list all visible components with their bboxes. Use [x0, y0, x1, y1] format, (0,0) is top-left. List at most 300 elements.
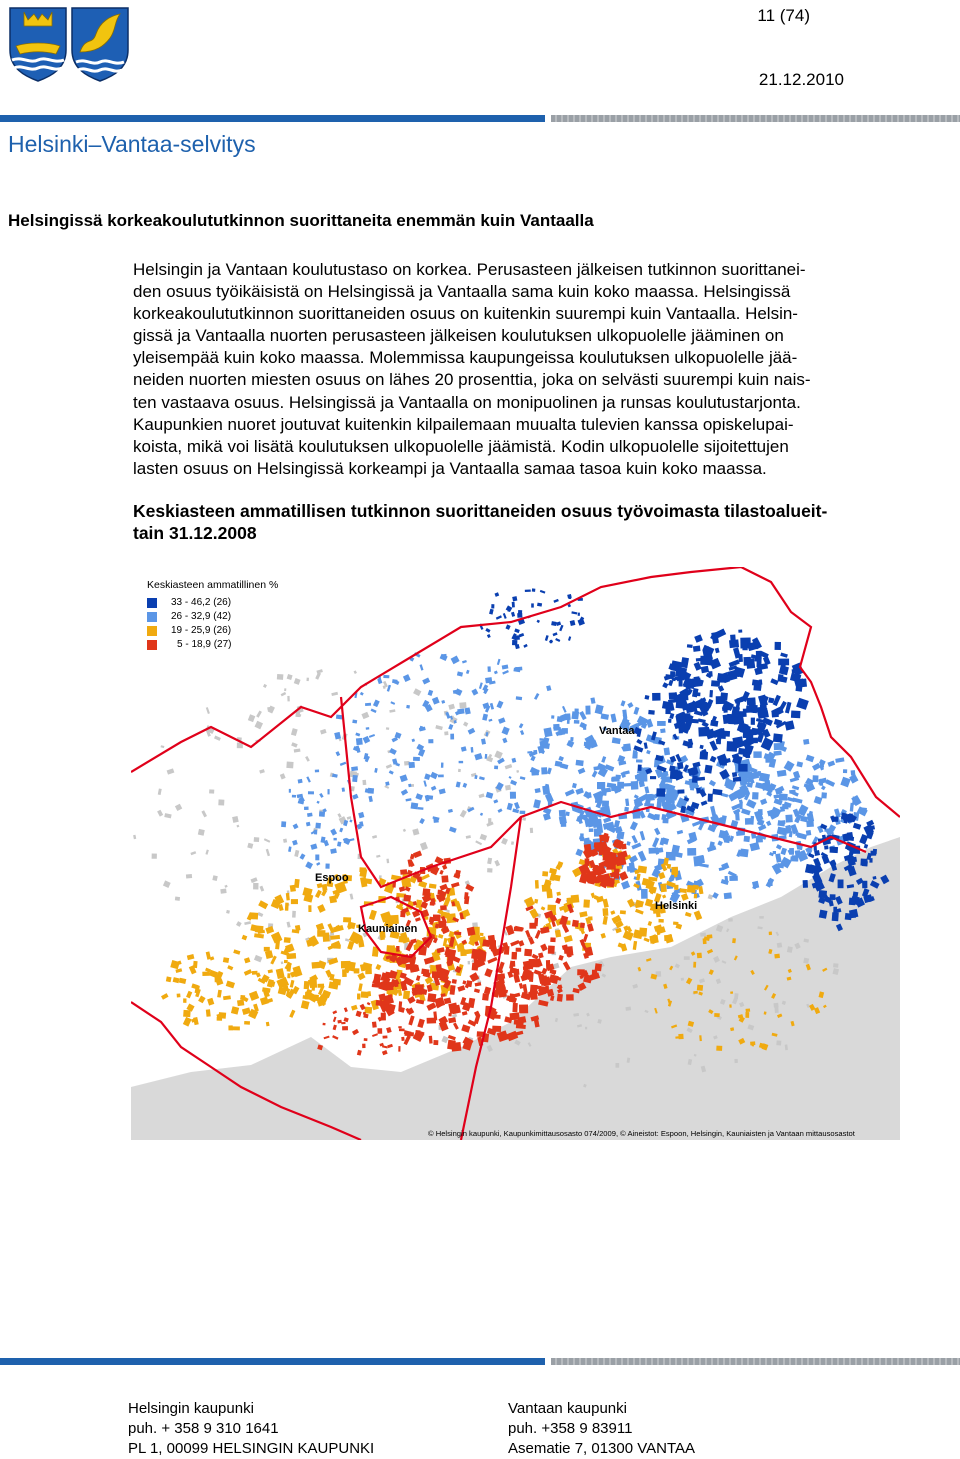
map-area-patch: [693, 962, 696, 968]
map-area-patch: [177, 993, 181, 997]
map-area-patch: [481, 738, 486, 744]
map-area-patch: [777, 770, 787, 777]
map-area-patch: [814, 850, 820, 856]
map-area-patch: [429, 884, 437, 889]
map-area-patch: [484, 968, 492, 977]
map-area-patch: [480, 813, 483, 816]
map-area-patch: [519, 633, 525, 637]
map-legend: [139, 573, 299, 659]
map-area-patch: [251, 877, 258, 883]
map-area-patch: [721, 793, 728, 798]
map-area-patch: [612, 737, 621, 744]
map-area-patch: [497, 659, 501, 665]
map-area-patch: [248, 714, 256, 722]
map-area-patch: [791, 711, 801, 719]
map-area-patch: [362, 1044, 365, 1049]
map-area-patch: [704, 765, 712, 774]
map-area-patch: [671, 867, 678, 875]
map-area-patch: [525, 930, 531, 938]
map-area-patch: [400, 869, 407, 875]
map-area-patch: [258, 900, 268, 909]
map-area-patch: [677, 789, 684, 793]
map-area-patch: [586, 792, 592, 798]
map-area-patch: [539, 738, 544, 741]
map-area-patch: [687, 742, 693, 748]
map-area-patch: [294, 749, 301, 753]
map-area-patch: [502, 738, 507, 744]
map-area-patch: [426, 1002, 436, 1011]
map-area-patch: [616, 1063, 620, 1068]
map-area-patch: [493, 799, 498, 803]
map-area-patch: [547, 768, 552, 775]
map-area-patch: [860, 859, 867, 866]
map-area-patch: [532, 588, 536, 591]
map-area-patch: [357, 994, 360, 1000]
map-area-patch: [505, 785, 511, 791]
map-area-patch: [776, 1040, 781, 1045]
map-area-patch: [597, 782, 605, 789]
map-area-patch: [310, 843, 317, 849]
map-area-patch: [693, 991, 698, 994]
map-area-patch: [520, 811, 526, 814]
map-area-patch: [646, 809, 650, 812]
map-area-patch: [620, 910, 626, 914]
map-area-patch: [468, 998, 475, 1008]
map-area-patch: [833, 907, 837, 914]
map-area-patch: [362, 780, 366, 785]
map-area-patch: [284, 937, 291, 943]
map-area-patch: [852, 892, 858, 899]
map-area-patch: [509, 993, 516, 1002]
map-area-patch: [337, 1020, 341, 1024]
map-area-patch: [316, 923, 325, 931]
map-area-patch: [411, 802, 419, 809]
map-area-patch: [496, 701, 503, 709]
map-area-patch: [415, 917, 421, 922]
map-area-patch: [361, 991, 369, 998]
map-area-patch: [849, 774, 858, 784]
map-area-patch: [834, 817, 838, 822]
map-area-patch: [603, 908, 609, 916]
map-area-patch: [590, 697, 595, 704]
map-area-patch: [158, 789, 162, 796]
map-area-patch: [244, 969, 252, 976]
map-area-patch: [424, 773, 430, 780]
map-area-patch: [681, 978, 684, 981]
map-area-patch: [625, 1006, 631, 1010]
map-area-patch: [510, 792, 516, 799]
map-area-patch: [466, 980, 472, 987]
map-area-patch: [198, 829, 205, 836]
map-area-patch: [187, 954, 195, 960]
map-area-patch: [233, 949, 240, 954]
map-area-patch: [715, 648, 720, 654]
map-area-patch: [486, 792, 494, 799]
map-area-patch: [528, 937, 535, 945]
map-area-patch: [420, 842, 428, 851]
map-area-patch: [315, 823, 321, 829]
map-area-patch: [555, 898, 561, 904]
map-area-patch: [277, 674, 284, 680]
map-area-patch: [445, 949, 456, 959]
map-area-patch: [730, 991, 733, 994]
map-area-patch: [511, 841, 514, 845]
map-area-patch: [773, 733, 783, 742]
map-area-patch: [664, 747, 670, 755]
map-area-patch: [714, 1013, 720, 1017]
footer-helsinki-phone: puh. + 358 9 310 1641: [128, 1420, 279, 1437]
map-area-patch: [535, 788, 541, 793]
map-area-patch: [776, 844, 782, 850]
map-area-patch: [351, 766, 358, 771]
map-area-patch: [566, 994, 574, 1000]
map-area-patch: [265, 950, 273, 959]
map-area-patch: [603, 852, 609, 861]
map-area-patch: [244, 921, 251, 925]
map-area-patch: [520, 776, 526, 780]
map-area-patch: [487, 868, 492, 872]
map-area-patch: [389, 709, 395, 713]
map-area-patch: [789, 848, 794, 855]
map-area-patch: [806, 820, 814, 827]
map-area-patch: [624, 807, 629, 812]
map-area-patch: [775, 853, 781, 862]
map-area-patch: [636, 739, 642, 745]
legend-label: 5 - 18,9 (27): [177, 639, 232, 650]
map-area-patch: [259, 769, 265, 774]
map-area-patch: [534, 693, 539, 700]
map-area-patch: [545, 635, 549, 641]
map-area-patch: [471, 747, 474, 753]
map-area-patch: [568, 636, 571, 641]
map-area-patch: [514, 1020, 524, 1026]
map-area-patch: [656, 913, 661, 918]
map-area-patch: [761, 737, 774, 751]
map-area-patch: [218, 799, 224, 805]
map-area-patch: [793, 771, 800, 779]
map-area-patch: [352, 720, 357, 724]
map-area-patch: [694, 676, 700, 681]
map-area-patch: [741, 808, 751, 815]
map-area-patch: [637, 774, 643, 782]
map-area-patch: [648, 921, 652, 926]
map-area-patch: [286, 762, 293, 769]
map-area-patch: [301, 1000, 310, 1009]
map-area-patch: [498, 717, 505, 724]
map-area-patch: [342, 969, 347, 977]
map-area-patch: [555, 930, 561, 938]
footer-vantaa-phone: puh. +358 9 83911: [508, 1420, 633, 1437]
map-area-patch: [575, 709, 579, 713]
map-area-patch: [601, 756, 606, 763]
map-area-patch: [453, 1022, 459, 1029]
map-area-patch: [576, 760, 584, 766]
map-area-patch: [627, 702, 633, 708]
map-area-patch: [289, 1010, 295, 1018]
map-area-patch: [290, 885, 296, 892]
map-area-patch: [405, 964, 411, 970]
map-area-patch: [585, 1027, 587, 1030]
map-area-patch: [495, 592, 500, 597]
map-area-patch: [587, 923, 594, 932]
map-area-patch: [444, 731, 448, 735]
map-area-patch: [415, 793, 423, 800]
map-area-patch: [732, 938, 736, 943]
map-area-patch: [369, 910, 377, 921]
map-area-patch: [733, 647, 741, 658]
map-area-patch: [517, 613, 522, 618]
map-area-patch: [441, 700, 445, 704]
map-area-patch: [498, 808, 503, 812]
map-area-patch: [664, 935, 672, 941]
map-area-patch: [560, 763, 569, 769]
map-area-patch: [463, 722, 468, 727]
map-area-patch: [524, 949, 532, 957]
map-area-patch: [438, 920, 446, 928]
map-area-patch: [441, 763, 444, 768]
map-area-patch: [558, 756, 564, 761]
map-area-patch: [550, 937, 555, 942]
map-area-patch: [672, 677, 676, 681]
map-area-patch: [674, 852, 682, 858]
map-area-patch: [760, 708, 767, 716]
map-area-patch: [374, 768, 377, 773]
map-area-patch: [532, 954, 539, 960]
map-area-patch: [372, 1033, 378, 1037]
map-area-patch: [266, 849, 270, 856]
map-area-patch: [314, 830, 317, 835]
map-area-patch: [768, 698, 774, 704]
map-area-patch: [413, 851, 422, 859]
map-area-patch: [510, 940, 520, 946]
map-area-patch: [337, 842, 341, 847]
map-area-patch: [316, 862, 320, 866]
map-area-patch: [574, 720, 580, 724]
map-area-patch: [775, 1007, 779, 1013]
map-area-patch: [746, 658, 755, 669]
map-area-patch: [459, 702, 466, 708]
map-area-patch: [566, 812, 570, 817]
map-area-patch: [759, 916, 764, 919]
map-area-patch: [494, 751, 503, 759]
map-area-patch: [343, 1017, 348, 1022]
map-area-patch: [479, 776, 485, 780]
map-area-patch: [249, 991, 259, 1001]
map-area-patch: [514, 802, 520, 809]
map-area-patch: [328, 789, 330, 794]
body-paragraph: [133, 259, 903, 480]
map-area-patch: [565, 713, 571, 720]
map-area-patch: [423, 780, 427, 786]
map-area-patch: [544, 727, 553, 737]
map-area-patch: [514, 927, 523, 932]
map-area-patch: [466, 670, 470, 674]
map-area-patch: [540, 944, 548, 952]
map-area-patch: [708, 794, 713, 802]
map-area-patch: [708, 894, 714, 900]
vantaa-coat-of-arms: [70, 6, 130, 82]
map-area-patch: [345, 938, 350, 941]
map-area-patch: [610, 910, 615, 915]
map-area-patch: [363, 736, 371, 744]
paragraph-line: koista, mikä voi lisätä koulutuksen ulkopuolelle jäämistä. Kodin ulkopuolelle sijoitettujen: [133, 436, 789, 456]
map-area-patch: [308, 905, 311, 912]
map-area-patch: [435, 725, 443, 730]
map-area-patch: [290, 970, 299, 977]
map-area-patch: [244, 1021, 250, 1025]
map-area-patch: [315, 672, 321, 680]
map-area-patch: [292, 840, 298, 846]
map-area-patch: [803, 739, 809, 745]
map-area-patch: [198, 996, 206, 1004]
map-area-patch: [572, 783, 577, 788]
map-area-patch: [352, 775, 357, 782]
map-area-patch: [339, 828, 343, 833]
map-area-patch: [372, 1021, 377, 1027]
map-area-patch: [398, 1026, 401, 1028]
map-area-patch: [334, 838, 337, 841]
map-area-patch: [358, 812, 364, 818]
map-area-patch: [281, 692, 287, 696]
map-area-patch: [511, 612, 515, 617]
map-area-patch: [734, 993, 738, 999]
map-area-patch: [724, 892, 732, 899]
map-area-patch: [226, 981, 235, 989]
map-area-patch: [757, 723, 765, 733]
map-area-patch: [633, 941, 637, 950]
map-area-patch: [745, 818, 753, 825]
map-area-patch: [557, 994, 563, 1002]
map-area-patch: [650, 776, 656, 779]
map-area-patch: [471, 689, 478, 696]
map-area-patch: [442, 864, 447, 869]
map-area-patch: [340, 762, 347, 766]
map-area-patch: [366, 727, 370, 730]
map-area-patch: [284, 688, 286, 691]
map-area-patch: [359, 867, 366, 872]
map-area-patch: [406, 705, 410, 709]
map-area-patch: [452, 979, 457, 984]
map-area-patch: [428, 739, 433, 743]
map-area-patch: [709, 690, 713, 697]
map-area-patch: [646, 719, 653, 728]
map-area-patch: [553, 599, 558, 603]
map-area-patch: [441, 1036, 448, 1043]
map-area-patch: [562, 706, 567, 713]
map-area-patch: [401, 789, 408, 796]
paragraph-line: korkeakoulututkinnon suorittaneiden osuus on kuitenkin suurempi kuin Vantaalla. Helsin-: [133, 304, 798, 324]
map-area-patch: [529, 908, 539, 918]
map-area-patch: [236, 921, 242, 927]
map-area-patch: [448, 704, 455, 710]
map-area-patch: [462, 980, 466, 984]
map-area-patch: [183, 1017, 192, 1027]
map-area-patch: [486, 756, 493, 762]
map-area-patch: [693, 856, 702, 867]
map-heading-line: Keskiasteen ammatillisen tutkinnon suorittaneiden osuus työvoimasta tilastoalueit-: [133, 501, 828, 521]
map-area-patch: [160, 745, 164, 748]
map-area-patch: [451, 1042, 461, 1052]
map-area-patch: [395, 763, 400, 767]
map-area-patch: [183, 1010, 191, 1017]
map-area-patch: [796, 698, 809, 710]
map-area-patch: [775, 642, 781, 650]
map-area-patch: [652, 837, 659, 847]
map-area-patch: [728, 918, 733, 922]
map-area-patch: [657, 721, 666, 726]
map-area-patch: [399, 1029, 405, 1032]
map-area-patch: [306, 776, 311, 782]
footer-vantaa-address: Asematie 7, 01300 VANTAA: [508, 1440, 696, 1457]
map-area-patch: [485, 754, 488, 759]
map-area-patch: [342, 1026, 348, 1030]
map-area-patch: [558, 955, 564, 961]
map-area-patch: [614, 869, 620, 879]
map-area-patch: [352, 1029, 359, 1035]
map-area-patch: [669, 765, 675, 772]
map-area-patch: [287, 674, 293, 680]
map-area-patch: [595, 704, 604, 714]
map-area-patch: [244, 957, 250, 963]
map-area-patch: [152, 854, 157, 859]
map-area-patch: [583, 899, 590, 907]
map-area-patch: [620, 700, 625, 706]
map-area-patch: [672, 771, 682, 779]
map-area-patch: [202, 971, 210, 976]
map-area-patch: [774, 954, 780, 959]
map-area-patch: [578, 613, 580, 616]
map-area-patch: [390, 701, 395, 705]
document-date: 21.12.2010: [758, 70, 844, 89]
map-area-patch: [317, 801, 320, 804]
map-area-patch: [315, 769, 319, 772]
map-area-patch: [638, 765, 642, 771]
map-area-patch: [377, 678, 382, 684]
map-area-patch: [497, 973, 505, 979]
map-area-patch: [494, 671, 498, 675]
map-area-patch: [294, 678, 301, 685]
map-area-patch: [364, 1038, 368, 1041]
map-area-patch: [462, 1011, 468, 1016]
map-area-patch: [207, 998, 214, 1006]
map-area-patch: [420, 664, 424, 670]
map-area-patch: [720, 728, 725, 732]
map-area-patch: [237, 1000, 244, 1007]
map-area-patch: [766, 820, 771, 826]
map-area-patch: [209, 789, 214, 793]
map-area-patch: [646, 750, 651, 754]
map-area-patch: [332, 979, 341, 986]
map-area-patch: [430, 772, 438, 780]
map-area-patch: [530, 828, 533, 833]
map-area-patch: [636, 873, 641, 880]
map-area-patch: [814, 796, 823, 805]
sea-area: [131, 837, 900, 1140]
map-area-patch: [347, 941, 354, 950]
map-area-patch: [373, 974, 381, 983]
map-area-patch: [725, 876, 729, 882]
map-area-patch: [821, 785, 826, 790]
map-area-patch: [689, 719, 698, 724]
map-area-patch: [732, 772, 737, 777]
map-area-patch: [632, 835, 638, 843]
map-area-patch: [491, 604, 494, 608]
place-label-kauniainen: Kauniainen: [358, 923, 418, 935]
map-area-patch: [418, 749, 425, 757]
map-area-patch: [266, 1022, 270, 1027]
map-area-patch: [753, 751, 761, 758]
map-area-patch: [489, 609, 494, 615]
